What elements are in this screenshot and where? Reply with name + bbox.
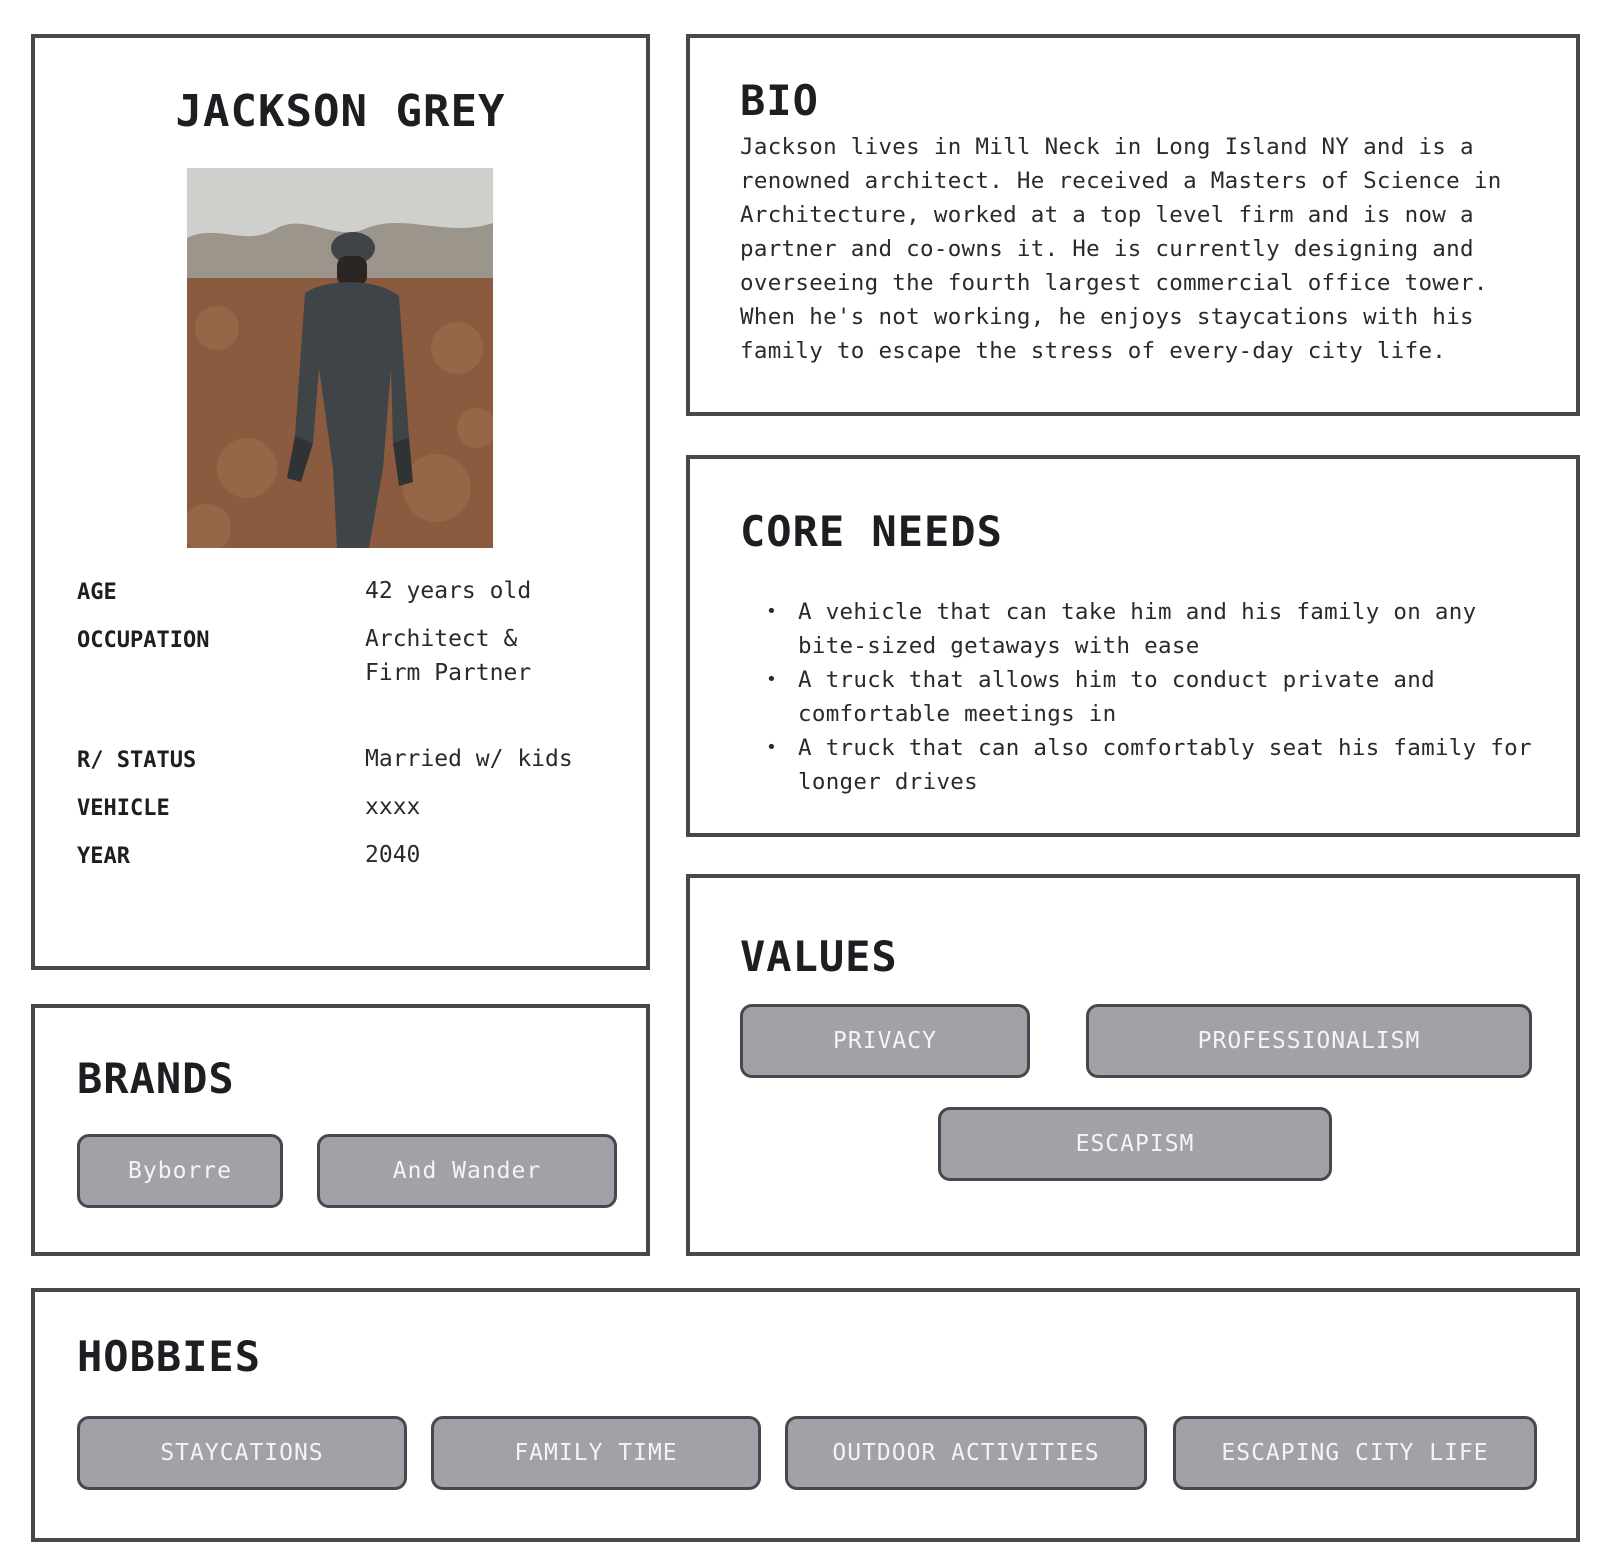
values-panel bbox=[686, 874, 1580, 1256]
status-value: Married w/ kids bbox=[365, 746, 573, 772]
list-item: • A vehicle that can take him and his family on any bite-sized getaways with ease bbox=[766, 595, 1546, 663]
profile-panel bbox=[31, 34, 650, 970]
hobbies-panel bbox=[31, 1288, 1580, 1542]
hobby-pill-staycations: STAYCATIONS bbox=[77, 1416, 407, 1490]
occupation-value: Architect & Firm Partner bbox=[365, 626, 532, 686]
hobby-pill-family-time: FAMILY TIME bbox=[431, 1416, 761, 1490]
core-needs-list bbox=[766, 595, 1546, 799]
brands-panel bbox=[31, 1004, 650, 1256]
values-title: VALUES bbox=[740, 932, 898, 981]
status-label: R/ STATUS bbox=[77, 748, 197, 773]
bio-panel bbox=[686, 34, 1580, 416]
vehicle-value: xxxx bbox=[365, 794, 421, 820]
core-needs-title: CORE NEEDS bbox=[740, 507, 1003, 556]
vehicle-label: VEHICLE bbox=[77, 796, 170, 821]
age-label: AGE bbox=[77, 580, 117, 605]
hobbies-title: HOBBIES bbox=[77, 1332, 262, 1381]
list-item: • A truck that allows him to conduct private and comfortable meetings in bbox=[766, 663, 1546, 731]
bio-title: BIO bbox=[740, 76, 819, 125]
occupation-label: OCCUPATION bbox=[77, 628, 210, 653]
persona-name: JACKSON GREY bbox=[175, 86, 506, 137]
persona-photo bbox=[187, 168, 493, 548]
brand-pill-and-wander: And Wander bbox=[317, 1134, 617, 1208]
list-item: • A truck that can also comfortably seat his family for longer drives bbox=[766, 731, 1546, 799]
core-needs-panel bbox=[686, 455, 1580, 837]
value-pill-professionalism: PROFESSIONALISM bbox=[1086, 1004, 1532, 1078]
bio-text: Jackson lives in Mill Neck in Long Island NY and is a renowned architect. He received a Masters of Science in Architecture, worked at a top level firm and is now a partner and co-owns it. He is currently designing and overseeing the fourth largest commercial office tower. When he's not working, he enjoys staycations with his family to escape the stress of every-day city life. bbox=[740, 134, 1502, 364]
year-value: 2040 bbox=[365, 842, 421, 868]
hobby-pill-escaping-city-life: ESCAPING CITY LIFE bbox=[1173, 1416, 1537, 1490]
brands-title: BRANDS bbox=[77, 1054, 235, 1103]
brand-pill-byborre: Byborre bbox=[77, 1134, 283, 1208]
age-value: 42 years old bbox=[365, 578, 532, 604]
persona-photo-figure bbox=[187, 168, 493, 548]
hobby-pill-outdoor-activities: OUTDOOR ACTIVITIES bbox=[785, 1416, 1147, 1490]
value-pill-escapism: ESCAPISM bbox=[938, 1107, 1332, 1181]
value-pill-privacy: PRIVACY bbox=[740, 1004, 1030, 1078]
year-label: YEAR bbox=[77, 844, 130, 869]
